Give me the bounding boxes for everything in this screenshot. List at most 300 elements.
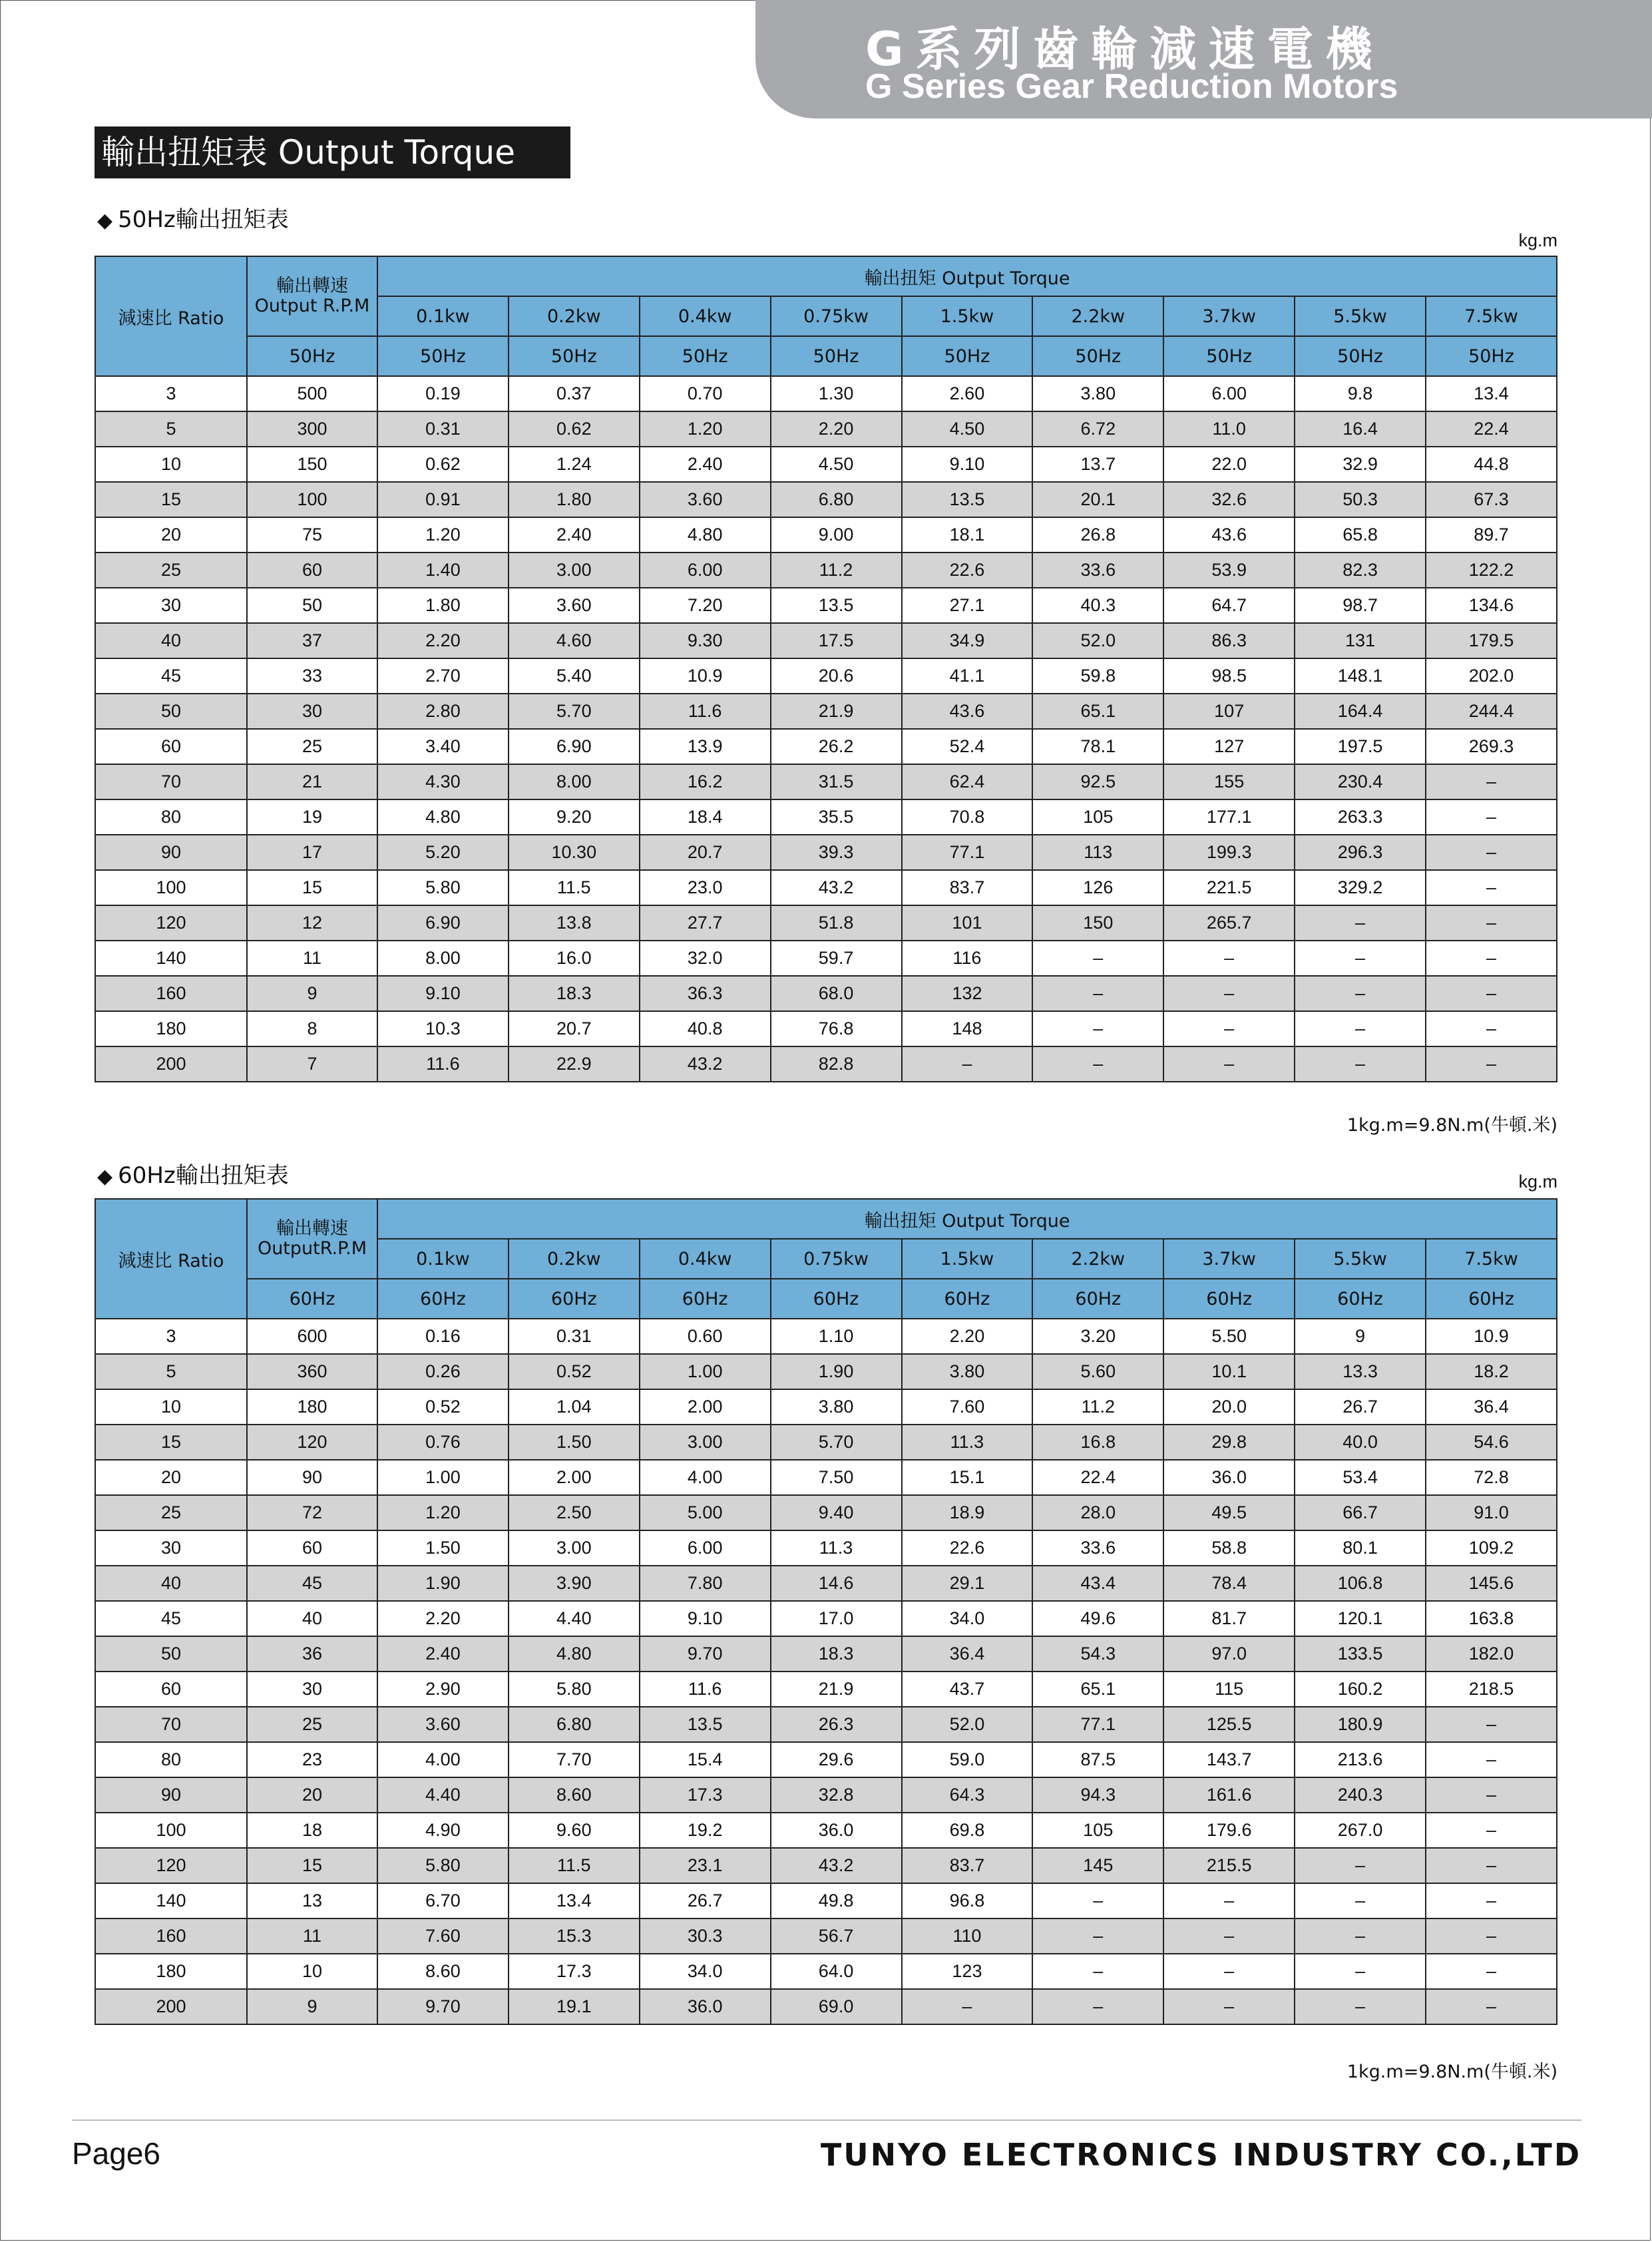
ratio-cell: 3 [95, 1319, 247, 1354]
torque-cell: 9.20 [509, 799, 640, 835]
ratio-cell: 160 [95, 976, 247, 1011]
rpm-cell: 25 [247, 729, 377, 764]
torque-cell: 4.00 [377, 1742, 509, 1777]
torque-cell: 4.80 [640, 517, 771, 553]
torque-cell: 9.70 [377, 1989, 509, 2024]
table-row [95, 1566, 1557, 1601]
torque-cell: 16.8 [1032, 1425, 1163, 1460]
torque-cell: 18.3 [509, 976, 640, 1011]
table-row [95, 905, 1557, 941]
rpm-cell: 40 [247, 1601, 377, 1636]
torque-cell: 145 [1032, 1848, 1163, 1883]
ratio-cell: 15 [95, 1425, 247, 1460]
torque-cell: 87.5 [1032, 1742, 1163, 1777]
power-header-cell: 7.5kw [1426, 1239, 1557, 1279]
torque-cell: 265.7 [1163, 905, 1295, 941]
torque-cell: – [1295, 941, 1426, 976]
torque-cell: 29.6 [771, 1742, 902, 1777]
table-row [95, 729, 1557, 764]
torque-cell: 240.3 [1295, 1777, 1426, 1813]
freq-header-cell: 50Hz [771, 336, 902, 376]
rpm-cell: 15 [247, 870, 377, 905]
torque-cell: 18.4 [640, 799, 771, 835]
ratio-cell: 3 [95, 376, 247, 411]
torque-cell: 8.60 [509, 1777, 640, 1813]
torque-cell: – [1295, 905, 1426, 941]
torque-cell: 64.3 [902, 1777, 1033, 1813]
torque-cell: 22.4 [1032, 1460, 1163, 1495]
torque-cell: 10.9 [1426, 1319, 1557, 1354]
torque-cell: 92.5 [1032, 764, 1163, 799]
torque-cell: 5.80 [377, 1848, 509, 1883]
torque-cell: 54.6 [1426, 1425, 1557, 1460]
torque-cell: 122.2 [1426, 553, 1557, 588]
rpm-cell: 15 [247, 1848, 377, 1883]
torque-cell: 13.4 [509, 1883, 640, 1918]
ratio-cell: 10 [95, 447, 247, 482]
torque-cell: 40.3 [1032, 588, 1163, 623]
power-header-cell: 7.5kw [1426, 296, 1557, 336]
torque-cell: 22.4 [1426, 411, 1557, 447]
freq-header-cell: 60Hz [1163, 1279, 1295, 1319]
torque-cell: 19.1 [509, 1989, 640, 2024]
torque-cell: 3.60 [377, 1707, 509, 1742]
torque-cell: 2.80 [377, 694, 509, 729]
torque-cell: 56.7 [771, 1918, 902, 1954]
torque-cell: 160.2 [1295, 1672, 1426, 1707]
torque-cell: – [1426, 1989, 1557, 2024]
ratio-cell: 60 [95, 729, 247, 764]
torque-cell: 9.8 [1295, 376, 1426, 411]
torque-cell: 145.6 [1426, 1566, 1557, 1601]
torque-cell: 44.8 [1426, 447, 1557, 482]
table-row [95, 1046, 1557, 1082]
rpm-cell: 30 [247, 1672, 377, 1707]
table-row [95, 835, 1557, 870]
rpm-cell: 11 [247, 941, 377, 976]
torque-cell: 2.60 [902, 376, 1033, 411]
ratio-cell: 140 [95, 941, 247, 976]
torque-cell: 40.8 [640, 1011, 771, 1046]
torque-cell: – [1426, 1883, 1557, 1918]
torque-cell: – [1295, 1918, 1426, 1954]
torque-cell: 59.7 [771, 941, 902, 976]
ratio-cell: 80 [95, 799, 247, 835]
ratio-cell: 160 [95, 1918, 247, 1954]
torque-cell: 1.00 [377, 1460, 509, 1495]
torque-cell: 134.6 [1426, 588, 1557, 623]
torque-cell: 4.80 [377, 799, 509, 835]
torque-cell: 43.2 [771, 1848, 902, 1883]
rpm-cell: 9 [247, 976, 377, 1011]
torque-cell: 132 [902, 976, 1033, 1011]
ratio-cell: 45 [95, 658, 247, 694]
torque-cell: 21.9 [771, 694, 902, 729]
torque-cell: 26.8 [1032, 517, 1163, 553]
torque-cell: – [1426, 1918, 1557, 1954]
torque-cell: 199.3 [1163, 835, 1295, 870]
torque-cell: 6.72 [1032, 411, 1163, 447]
torque-cell: – [1163, 1011, 1295, 1046]
torque-cell: 9 [1295, 1319, 1426, 1354]
freq-header-cell: 50Hz [1163, 336, 1295, 376]
torque-cell: 3.40 [377, 729, 509, 764]
torque-cell: 0.62 [509, 411, 640, 447]
torque-cell: 36.0 [640, 1989, 771, 2024]
torque-cell: 179.6 [1163, 1813, 1295, 1848]
torque-cell: 10.1 [1163, 1354, 1295, 1389]
ratio-cell: 50 [95, 1636, 247, 1672]
torque-cell: 6.00 [1163, 376, 1295, 411]
torque-cell: 9.10 [377, 976, 509, 1011]
table-row [95, 482, 1557, 517]
torque-cell: – [1163, 941, 1295, 976]
table-row [95, 1354, 1557, 1389]
torque-cell: 69.8 [902, 1813, 1033, 1848]
torque-cell: 5.60 [1032, 1354, 1163, 1389]
torque-cell: 11.5 [509, 1848, 640, 1883]
torque-cell: 33.6 [1032, 1530, 1163, 1566]
rpm-cell: 13 [247, 1883, 377, 1918]
rpm-cell: 90 [247, 1460, 377, 1495]
freq-header-row [95, 1279, 1557, 1319]
freq-header-cell: 50Hz [902, 336, 1033, 376]
torque-cell: 32.8 [771, 1777, 902, 1813]
torque-cell: 97.0 [1163, 1636, 1295, 1672]
torque-cell: 10.3 [377, 1011, 509, 1046]
power-header-cell: 0.75kw [771, 1239, 902, 1279]
freq-header-cell: 60Hz [247, 1279, 377, 1319]
torque-cell: 13.7 [1032, 447, 1163, 482]
table-row [95, 1389, 1557, 1425]
torque-cell: 67.3 [1426, 482, 1557, 517]
ratio-header: 減速比 Ratio [95, 256, 247, 376]
torque-table-50hz [95, 256, 1557, 1082]
torque-cell: 106.8 [1295, 1566, 1426, 1601]
torque-cell: 143.7 [1163, 1742, 1295, 1777]
freq-header-cell: 50Hz [1426, 336, 1557, 376]
torque-cell: 0.26 [377, 1354, 509, 1389]
torque-cell: 105 [1032, 799, 1163, 835]
torque-cell: 94.3 [1032, 1777, 1163, 1813]
torque-cell: 32.6 [1163, 482, 1295, 517]
torque-cell: – [1426, 941, 1557, 976]
torque-cell: – [1426, 976, 1557, 1011]
torque-cell: 11.0 [1163, 411, 1295, 447]
torque-cell: 23.1 [640, 1848, 771, 1883]
conversion-note-60hz: 1kg.m=9.8N.m(牛頓.米) [1346, 2062, 1557, 2082]
torque-cell: 5.20 [377, 835, 509, 870]
table-row [95, 799, 1557, 835]
torque-cell: 58.8 [1163, 1530, 1295, 1566]
torque-cell: 107 [1163, 694, 1295, 729]
torque-cell: 34.9 [902, 623, 1033, 658]
torque-cell: – [1426, 1011, 1557, 1046]
torque-cell: 101 [902, 905, 1033, 941]
table-row [95, 1636, 1557, 1672]
torque-cell: 150 [1032, 905, 1163, 941]
torque-cell: 36.0 [771, 1813, 902, 1848]
torque-cell: 65.1 [1032, 694, 1163, 729]
torque-cell: 6.80 [509, 1707, 640, 1742]
table-row [95, 1954, 1557, 1989]
torque-cell: 2.50 [509, 1495, 640, 1530]
torque-cell: 43.6 [1163, 517, 1295, 553]
torque-cell: 13.5 [771, 588, 902, 623]
torque-cell: – [1295, 976, 1426, 1011]
torque-cell: 13.4 [1426, 376, 1557, 411]
ratio-cell: 40 [95, 623, 247, 658]
ratio-cell: 80 [95, 1742, 247, 1777]
rpm-cell: 75 [247, 517, 377, 553]
torque-cell: 7.50 [771, 1460, 902, 1495]
torque-cell: 1.50 [377, 1530, 509, 1566]
torque-cell: 1.90 [771, 1354, 902, 1389]
torque-cell: 2.20 [377, 1601, 509, 1636]
conversion-note-50hz: 1kg.m=9.8N.m(牛頓.米) [1346, 1115, 1557, 1136]
torque-cell: 1.04 [509, 1389, 640, 1425]
diamond-bullet-icon: ◆ [97, 1165, 113, 1188]
torque-cell: 13.3 [1295, 1354, 1426, 1389]
rpm-cell: 33 [247, 658, 377, 694]
torque-cell: 32.0 [640, 941, 771, 976]
table-row [95, 1425, 1557, 1460]
torque-cell: 83.7 [902, 1848, 1033, 1883]
torque-cell: 1.80 [509, 482, 640, 517]
torque-cell: 0.31 [377, 411, 509, 447]
torque-cell: 1.00 [640, 1354, 771, 1389]
rpm-cell: 36 [247, 1636, 377, 1672]
torque-cell: 7.20 [640, 588, 771, 623]
header-title-en: G Series Gear Reduction Motors [865, 67, 1398, 106]
torque-cell: 1.80 [377, 588, 509, 623]
ratio-cell: 90 [95, 835, 247, 870]
torque-cell: 80.1 [1295, 1530, 1426, 1566]
torque-cell: 0.31 [509, 1319, 640, 1354]
torque-cell: – [1426, 870, 1557, 905]
torque-cell: 2.00 [640, 1389, 771, 1425]
torque-cell: 2.00 [509, 1460, 640, 1495]
torque-cell: 64.0 [771, 1954, 902, 1989]
torque-cell: 2.40 [509, 517, 640, 553]
torque-cell: 20.0 [1163, 1389, 1295, 1425]
ratio-cell: 10 [95, 1389, 247, 1425]
torque-cell: 17.3 [509, 1954, 640, 1989]
header-row [95, 1199, 1557, 1239]
freq-header-cell: 50Hz [509, 336, 640, 376]
torque-cell: 161.6 [1163, 1777, 1295, 1813]
torque-cell: 53.4 [1295, 1460, 1426, 1495]
torque-cell: – [1295, 1883, 1426, 1918]
table-row [95, 411, 1557, 447]
rpm-cell: 72 [247, 1495, 377, 1530]
torque-cell: 22.9 [509, 1046, 640, 1082]
power-header-cell: 0.1kw [377, 296, 509, 336]
table-row [95, 1848, 1557, 1883]
ratio-cell: 70 [95, 1707, 247, 1742]
torque-cell: 18.9 [902, 1495, 1033, 1530]
torque-cell: 36.4 [1426, 1389, 1557, 1425]
freq-header-cell: 60Hz [640, 1279, 771, 1319]
torque-cell: 131 [1295, 623, 1426, 658]
table-heading-text: 50Hz輸出扭矩表 [118, 206, 289, 233]
rpm-cell: 11 [247, 1918, 377, 1954]
torque-cell: 9.70 [640, 1636, 771, 1672]
torque-cell: 9.60 [509, 1813, 640, 1848]
torque-cell: – [1426, 1813, 1557, 1848]
table-row [95, 1495, 1557, 1530]
table-row [95, 1918, 1557, 1954]
table-row [95, 376, 1557, 411]
torque-cell: 69.0 [771, 1989, 902, 2024]
power-header-cell: 3.7kw [1163, 1239, 1295, 1279]
torque-cell: 218.5 [1426, 1672, 1557, 1707]
torque-cell: 2.40 [377, 1636, 509, 1672]
torque-cell: – [1426, 1848, 1557, 1883]
torque-cell: 164.4 [1295, 694, 1426, 729]
torque-cell: 7.60 [377, 1918, 509, 1954]
table-heading-50hz [97, 201, 289, 234]
torque-cell: 148.1 [1295, 658, 1426, 694]
torque-cell: 78.1 [1032, 729, 1163, 764]
ratio-cell: 25 [95, 553, 247, 588]
ratio-cell: 20 [95, 1460, 247, 1495]
rpm-cell: 600 [247, 1319, 377, 1354]
torque-cell: 3.20 [1032, 1319, 1163, 1354]
torque-cell: – [1426, 1046, 1557, 1082]
torque-cell: – [1032, 976, 1163, 1011]
torque-cell: 115 [1163, 1672, 1295, 1707]
section-title: 輸出扭矩表 Output Torque [95, 126, 570, 178]
torque-cell: 26.7 [1295, 1389, 1426, 1425]
torque-cell: 11.3 [771, 1530, 902, 1566]
torque-cell: 296.3 [1295, 835, 1426, 870]
torque-cell: 6.00 [640, 553, 771, 588]
torque-cell: 18.3 [771, 1636, 902, 1672]
torque-cell: 16.0 [509, 941, 640, 976]
torque-cell: 197.5 [1295, 729, 1426, 764]
torque-cell: – [902, 1989, 1033, 2024]
torque-cell: 43.6 [902, 694, 1033, 729]
torque-cell: 213.6 [1295, 1742, 1426, 1777]
rpm-header [247, 256, 377, 336]
torque-cell: – [1032, 941, 1163, 976]
rpm-cell: 8 [247, 1011, 377, 1046]
torque-cell: 163.8 [1426, 1601, 1557, 1636]
torque-cell: 78.4 [1163, 1566, 1295, 1601]
torque-cell: 4.60 [509, 623, 640, 658]
torque-cell: 263.3 [1295, 799, 1426, 835]
ratio-cell: 100 [95, 1813, 247, 1848]
torque-cell: – [1426, 764, 1557, 799]
torque-cell: 66.7 [1295, 1495, 1426, 1530]
rpm-cell: 45 [247, 1566, 377, 1601]
torque-header: 輸出扭矩 Output Torque [377, 1199, 1557, 1239]
ratio-cell: 120 [95, 905, 247, 941]
rpm-cell: 21 [247, 764, 377, 799]
ratio-cell: 50 [95, 694, 247, 729]
torque-cell: 105 [1032, 1813, 1163, 1848]
rpm-cell: 18 [247, 1813, 377, 1848]
torque-cell: 3.60 [509, 588, 640, 623]
torque-cell: – [1163, 1918, 1295, 1954]
power-header-cell: 0.4kw [640, 296, 771, 336]
rpm-cell: 12 [247, 905, 377, 941]
torque-cell: 26.7 [640, 1883, 771, 1918]
rpm-cell: 30 [247, 694, 377, 729]
torque-cell: 215.5 [1163, 1848, 1295, 1883]
torque-cell: 0.76 [377, 1425, 509, 1460]
torque-cell: 76.8 [771, 1011, 902, 1046]
power-header-cell: 1.5kw [902, 296, 1033, 336]
rpm-cell: 23 [247, 1742, 377, 1777]
torque-cell: 77.1 [902, 835, 1033, 870]
rpm-cell: 17 [247, 835, 377, 870]
torque-cell: 18.1 [902, 517, 1033, 553]
torque-cell: – [1426, 1954, 1557, 1989]
torque-cell: 1.20 [640, 411, 771, 447]
torque-cell: 11.6 [377, 1046, 509, 1082]
torque-cell: 98.7 [1295, 588, 1426, 623]
freq-header-row [95, 336, 1557, 376]
header-row [95, 256, 1557, 296]
torque-cell: – [1295, 1989, 1426, 2024]
rpm-header-line2: Output R.P.M [254, 296, 370, 316]
torque-cell: – [1426, 1777, 1557, 1813]
freq-header-cell: 60Hz [771, 1279, 902, 1319]
torque-cell: – [1163, 1954, 1295, 1989]
table-row [95, 1742, 1557, 1777]
rpm-cell: 25 [247, 1707, 377, 1742]
torque-cell: 13.5 [640, 1707, 771, 1742]
power-header-cell: 0.4kw [640, 1239, 771, 1279]
torque-cell: 6.90 [509, 729, 640, 764]
ratio-cell: 70 [95, 764, 247, 799]
table-row [95, 588, 1557, 623]
torque-cell: 1.20 [377, 517, 509, 553]
torque-cell: – [1426, 1707, 1557, 1742]
ratio-cell: 20 [95, 517, 247, 553]
torque-cell: 22.6 [902, 553, 1033, 588]
torque-cell: 29.1 [902, 1566, 1033, 1601]
torque-cell: 9.00 [771, 517, 902, 553]
torque-cell: 1.24 [509, 447, 640, 482]
torque-cell: 127 [1163, 729, 1295, 764]
torque-cell: – [1032, 1989, 1163, 2024]
torque-cell: 36.0 [1163, 1460, 1295, 1495]
table-row [95, 1011, 1557, 1046]
table-row [95, 1672, 1557, 1707]
freq-header-cell: 50Hz [640, 336, 771, 376]
torque-cell: 17.5 [771, 623, 902, 658]
torque-cell: – [1163, 1046, 1295, 1082]
power-header-cell: 2.2kw [1032, 296, 1163, 336]
torque-cell: 40.0 [1295, 1425, 1426, 1460]
table-row [95, 1883, 1557, 1918]
torque-cell: 179.5 [1426, 623, 1557, 658]
torque-cell: 5.50 [1163, 1319, 1295, 1354]
torque-cell: 35.5 [771, 799, 902, 835]
table-row [95, 1707, 1557, 1742]
torque-cell: 52.0 [902, 1707, 1033, 1742]
torque-cell: 110 [902, 1918, 1033, 1954]
torque-cell: 34.0 [640, 1954, 771, 1989]
torque-cell: 43.7 [902, 1672, 1033, 1707]
table-row [95, 658, 1557, 694]
power-header-cell: 1.5kw [902, 1239, 1033, 1279]
torque-cell: – [902, 1046, 1033, 1082]
table-row [95, 1601, 1557, 1636]
